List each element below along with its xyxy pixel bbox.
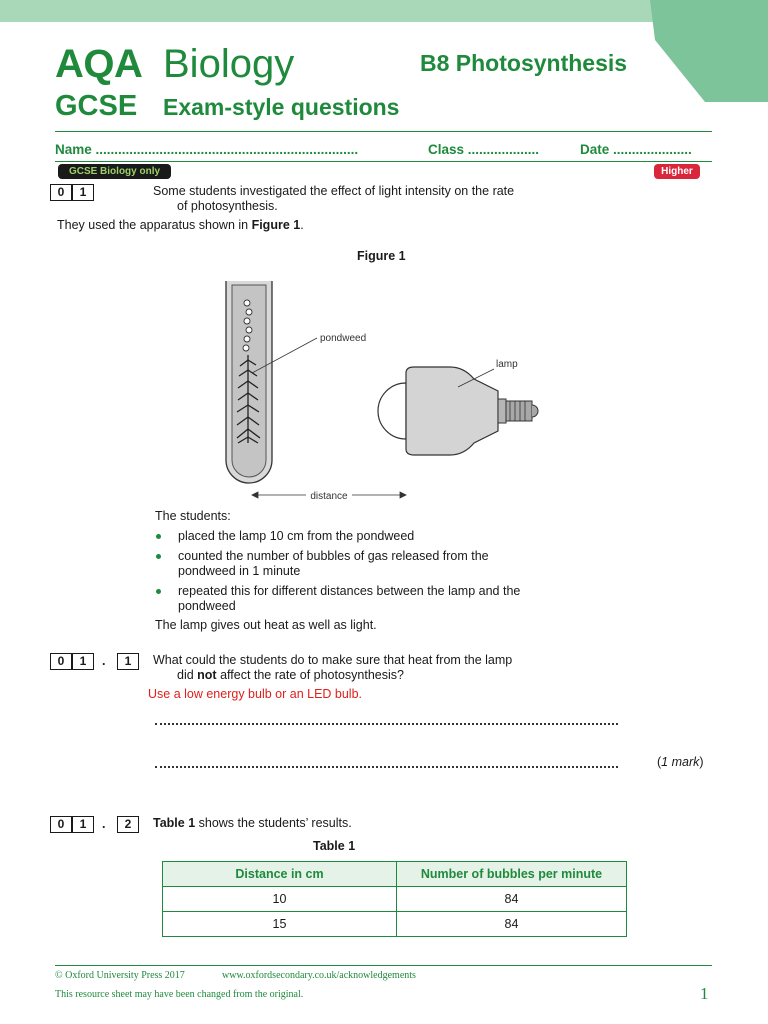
brand-aqa: AQA [55,42,143,86]
biology-only-badge: GCSE Biology only [58,164,171,179]
bullet-item-1: placed the lamp 10 cm from the pondweed [178,529,415,543]
question-number-digit: 0 [50,653,72,670]
topic-title: B8 Photosynthesis [420,50,628,76]
higher-tier-badge: Higher [654,164,700,179]
bullet-dot [156,589,161,594]
footer-divider [55,965,712,966]
acknowledgements-link[interactable]: www.oxfordsecondary.co.uk/acknowledgements [222,970,416,981]
lamp-label: lamp [496,359,518,370]
question-number-digit: 1 [117,653,139,670]
q1-apparatus-text: They used the apparatus shown in Figure 1. [57,218,304,232]
table-header-row [163,862,627,887]
q1-1-line1: What could the students do to make sure that heat from the lamp [153,653,513,667]
bullet-dot [156,534,161,539]
table-cell: 84 [397,912,627,937]
bullet-item-3-cont: pondweed [178,599,236,613]
question-number-digit: 0 [50,184,72,201]
bullet-dot [156,554,161,559]
name-field[interactable]: Name ...................................................................... [55,142,359,157]
date-field[interactable]: Date ..................... [580,142,692,157]
page-number: 1 [700,984,709,1003]
table-cell: 10 [163,887,397,912]
q1-2-text: Table 1 shows the students’ results. [153,816,352,830]
students-intro: The students: [155,509,231,523]
table-row [163,887,627,912]
table-row [163,912,627,937]
distance-label: distance [310,491,348,502]
brand-subject: Biology [163,42,295,86]
table-cell: 84 [397,887,627,912]
heat-note: The lamp gives out heat as well as light. [155,618,377,632]
bullet-item-3: repeated this for different distances between the lamp and the [178,584,521,598]
table-cell: 15 [163,912,397,937]
question-number-dot: . [102,654,106,668]
brand-level: GCSE [55,90,138,122]
answer-line[interactable] [155,723,618,725]
question-number-digit: 2 [117,816,139,833]
mark-allocation: (1 mark) [657,755,704,769]
answer-text: Use a low energy bulb or an LED bulb. [148,687,363,701]
question-number-digit: 1 [72,816,94,833]
figure-1-apparatus [220,275,546,505]
header-divider [55,131,712,132]
form-divider [55,161,712,162]
copyright-text: © Oxford University Press 2017 [55,970,185,981]
bullet-item-2: counted the number of bubbles of gas released from the [178,549,489,563]
question-number-dot: . [102,817,106,831]
results-table [162,861,627,937]
question-number-digit: 1 [72,653,94,670]
bullet-item-2-cont: pondweed in 1 minute [178,564,301,578]
footer-note: This resource sheet may have been changed from the original. [55,989,304,1000]
question-number-digit: 0 [50,816,72,833]
column-header: Distance in cm [163,862,397,887]
page-subtitle: Exam-style questions [163,94,400,120]
question-number-digit: 1 [72,184,94,201]
q1-stem-line1: Some students investigated the effect of light intensity on the rate [153,184,515,198]
column-header: Number of bubbles per minute [397,862,627,887]
q1-1-line2: did not affect the rate of photosynthesis? [177,668,404,682]
pondweed-label: pondweed [320,333,367,344]
figure-title: Figure 1 [357,249,406,263]
table-title: Table 1 [313,839,356,853]
q1-stem-line2: of photosynthesis. [177,199,278,213]
answer-line[interactable] [155,766,618,768]
class-field[interactable]: Class ................... [428,142,540,157]
